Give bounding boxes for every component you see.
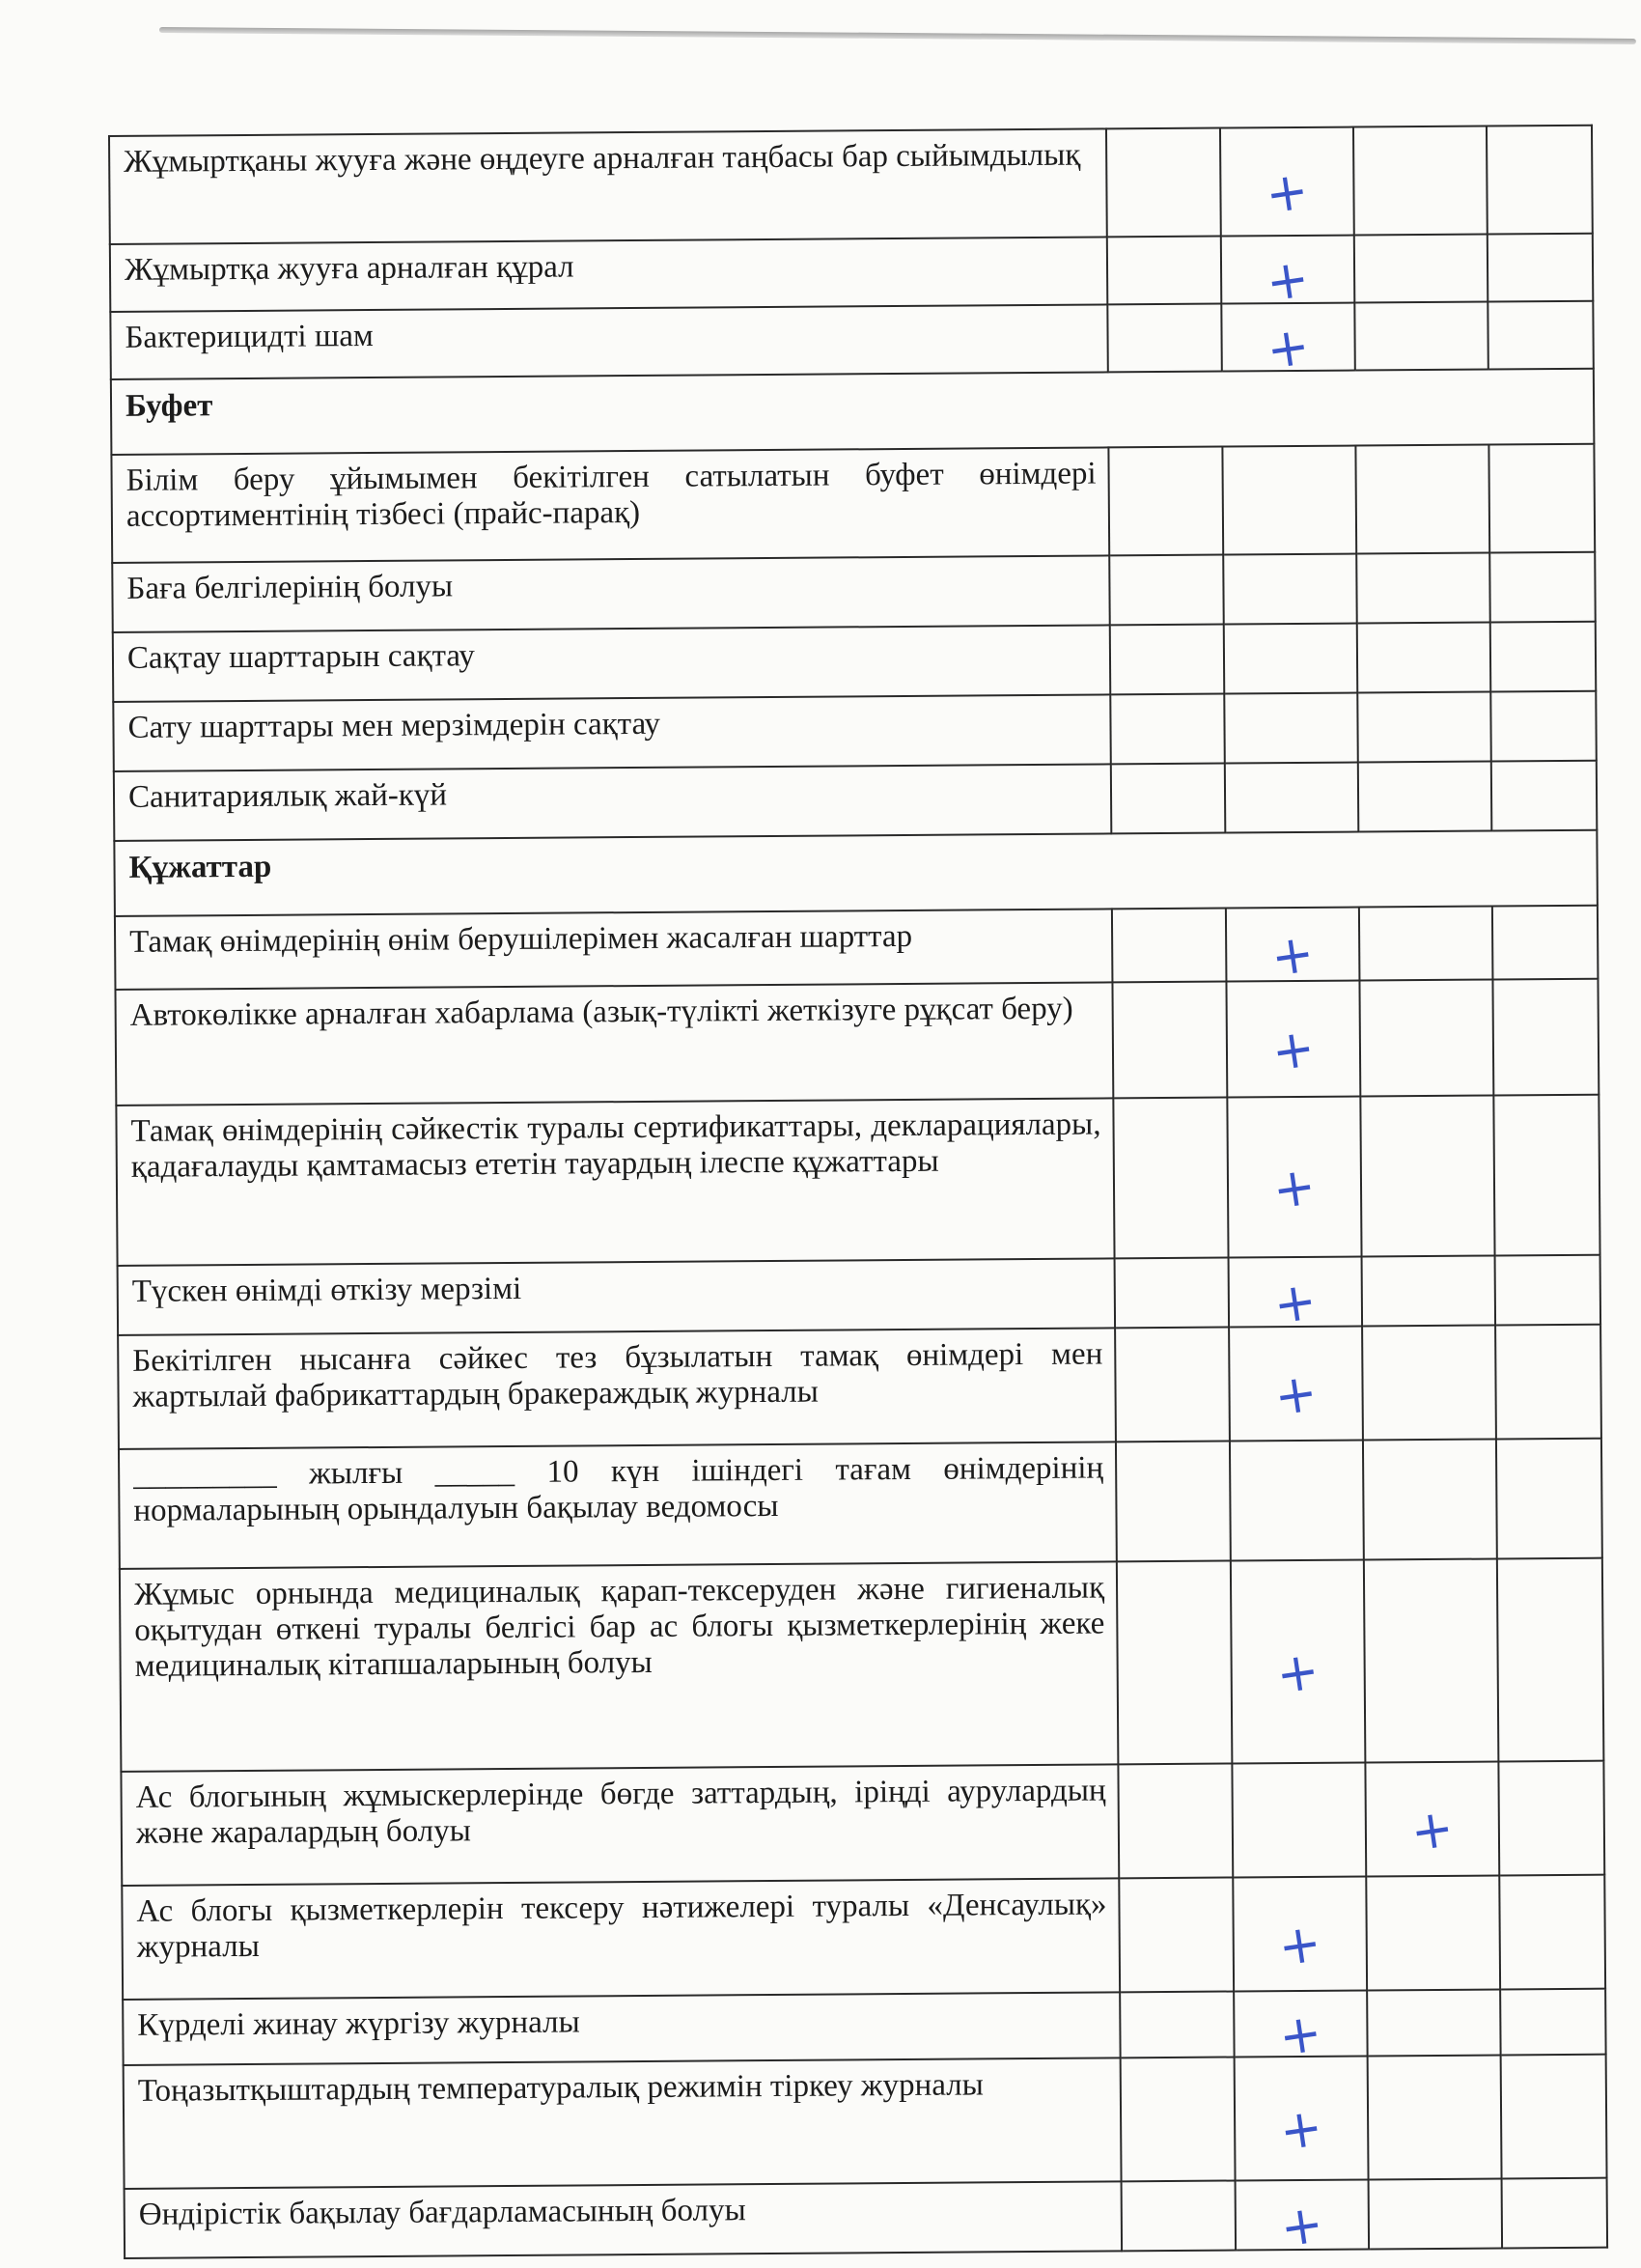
handwritten-plus-mark: + bbox=[1270, 1361, 1321, 1429]
mark-cell-1 bbox=[1117, 1561, 1233, 1765]
mark-cell-3 bbox=[1363, 1439, 1497, 1559]
mark-cell-4 bbox=[1495, 1255, 1601, 1326]
checklist-table bbox=[108, 125, 1608, 2259]
table-row bbox=[111, 444, 1595, 563]
mark-cell-3 bbox=[1359, 980, 1493, 1097]
item-label: Тамақ өнімдерінің сәйкестік туралы сертификаттары, декларациялары, қадағалауды қамтамасыз ететін тауардың ілеспе құжаттары bbox=[116, 1098, 1114, 1266]
item-label: Жұмыртқаны жууға және өңдеуге арналған таңбасы бар сыйымдылық bbox=[109, 128, 1107, 244]
mark-cell-3 bbox=[1367, 1989, 1500, 2056]
table-row bbox=[118, 1255, 1600, 1335]
mark-cell-1 bbox=[1121, 2058, 1236, 2182]
mark-cell-4 bbox=[1501, 2055, 1607, 2179]
item-label: Баға белгілерінің болуы bbox=[112, 555, 1110, 632]
mark-cell-4 bbox=[1488, 301, 1594, 370]
mark-cell-1 bbox=[1112, 909, 1227, 983]
item-label: Күрделі жинау жүргізу журналы bbox=[123, 1992, 1120, 2065]
item-label: Бекітілген нысанға сәйкес тез бұзылатын тамақ өнімдері мен жартылай фабрикаттардың бракераждық журналы bbox=[118, 1328, 1116, 1449]
mark-cell-1 bbox=[1107, 304, 1222, 373]
item-label: Сақтау шарттарын сақтау bbox=[113, 625, 1111, 702]
table-row bbox=[125, 2178, 1607, 2258]
item-label: Сату шарттары мен мерзімдерін сақтау bbox=[113, 694, 1111, 771]
table-row bbox=[115, 906, 1599, 990]
mark-cell-2 bbox=[1226, 981, 1360, 1098]
mark-cell-4 bbox=[1491, 761, 1598, 831]
mark-cell-2 bbox=[1221, 236, 1355, 315]
mark-cell-2 bbox=[1230, 1441, 1364, 1561]
mark-cell-3 bbox=[1358, 762, 1492, 832]
table-row bbox=[118, 1325, 1601, 1449]
mark-cell-1 bbox=[1120, 1992, 1234, 2058]
mark-cell-2 bbox=[1234, 1990, 1367, 2069]
mark-cell-3 bbox=[1354, 302, 1488, 371]
item-label: Санитариялық жай-күй bbox=[114, 764, 1112, 841]
handwritten-plus-mark: + bbox=[1263, 315, 1314, 382]
scan-edge-line bbox=[159, 27, 1636, 44]
table-row bbox=[122, 1875, 1605, 2000]
mark-cell-3 bbox=[1362, 1325, 1496, 1440]
item-label: Білім беру ұйымымен бекітілген сатылатын буфет өнімдері ассортиментінің тізбесі (прайс-парақ) bbox=[111, 447, 1109, 563]
mark-cell-4 bbox=[1497, 1558, 1604, 1762]
item-label: _________ жылғы _____ 10 күн ішіндегі тағам өнімдерінің нормаларының орындалуын бақылау ведомосы bbox=[119, 1442, 1117, 1569]
handwritten-plus-mark: + bbox=[1272, 1639, 1323, 1707]
table-row bbox=[113, 691, 1596, 771]
checklist-body bbox=[109, 126, 1607, 2258]
handwritten-plus-mark: + bbox=[1275, 2002, 1326, 2069]
item-label: Жұмыртқа жууға арналған құрал bbox=[110, 237, 1107, 312]
mark-cell-4 bbox=[1487, 126, 1593, 235]
mark-cell-4 bbox=[1492, 979, 1599, 1096]
table-row bbox=[116, 1095, 1599, 1266]
mark-cell-4 bbox=[1490, 622, 1597, 692]
mark-cell-4 bbox=[1493, 1095, 1599, 1256]
mark-cell-2 bbox=[1236, 2179, 1370, 2260]
mark-cell-3 bbox=[1369, 2178, 1503, 2249]
mark-cell-3 bbox=[1360, 1096, 1494, 1257]
mark-cell-2 bbox=[1222, 446, 1356, 555]
mark-cell-2 bbox=[1229, 1257, 1363, 1337]
section-row bbox=[111, 369, 1595, 455]
table-row bbox=[109, 126, 1593, 244]
mark-cell-1 bbox=[1116, 1442, 1231, 1562]
table-row bbox=[110, 301, 1593, 379]
mark-cell-1 bbox=[1122, 2180, 1237, 2251]
mark-cell-2 bbox=[1232, 1762, 1366, 1877]
item-label: Түскен өнімді өткізу мерзімі bbox=[118, 1258, 1116, 1335]
table-row bbox=[115, 979, 1599, 1106]
table-row bbox=[119, 1439, 1602, 1569]
handwritten-plus-mark: + bbox=[1406, 1797, 1459, 1864]
handwritten-plus-mark: + bbox=[1276, 2096, 1327, 2164]
mark-cell-1 bbox=[1106, 128, 1221, 238]
item-label: Жұмыс орнында медициналық қарап-тексеруден және гигиеналық оқытудан өткені туралы белгісі бар ас блогы қызметкерлерінің жеке медициналық кітапшаларының болуы bbox=[120, 1561, 1119, 1772]
handwritten-plus-mark: + bbox=[1262, 159, 1313, 227]
mark-cell-3 bbox=[1353, 126, 1488, 236]
mark-cell-4 bbox=[1502, 2178, 1608, 2249]
table-row bbox=[110, 234, 1593, 312]
table-row bbox=[114, 761, 1597, 841]
table-row bbox=[121, 1761, 1604, 1886]
mark-cell-1 bbox=[1108, 447, 1223, 556]
mark-cell-2 bbox=[1229, 1327, 1363, 1442]
mark-cell-2 bbox=[1224, 624, 1358, 694]
mark-cell-1 bbox=[1111, 764, 1226, 834]
mark-cell-3 bbox=[1357, 623, 1491, 693]
handwritten-plus-mark: + bbox=[1268, 1155, 1321, 1222]
mark-cell-2 bbox=[1220, 127, 1354, 237]
mark-cell-1 bbox=[1115, 1258, 1230, 1329]
table-row bbox=[124, 2055, 1607, 2189]
section-row bbox=[114, 830, 1598, 916]
mark-cell-1 bbox=[1110, 694, 1225, 765]
item-label: Өндірістік бақылау бағдарламасының болуы bbox=[125, 2181, 1123, 2258]
checklist-sheet bbox=[108, 125, 1606, 2260]
mark-cell-1 bbox=[1107, 237, 1222, 305]
handwritten-plus-mark: + bbox=[1262, 247, 1314, 315]
table-row bbox=[113, 622, 1596, 702]
mark-cell-3 bbox=[1365, 1761, 1499, 1876]
table-row bbox=[120, 1558, 1603, 1772]
mark-cell-2 bbox=[1227, 1097, 1361, 1258]
mark-cell-4 bbox=[1496, 1439, 1602, 1559]
item-label: Ас блогы қызметкерлерін тексеру нәтижелері туралы «Денсаулық» журналы bbox=[122, 1878, 1120, 2000]
section-title: Құжаттар bbox=[114, 830, 1598, 916]
table-row bbox=[123, 1989, 1605, 2065]
mark-cell-4 bbox=[1488, 444, 1595, 553]
section-title: Буфет bbox=[111, 369, 1595, 455]
mark-cell-4 bbox=[1499, 1875, 1605, 1990]
mark-cell-2 bbox=[1235, 2056, 1369, 2180]
handwritten-plus-mark: + bbox=[1267, 922, 1319, 990]
handwritten-plus-mark: + bbox=[1274, 1912, 1325, 1979]
mark-cell-2 bbox=[1233, 1876, 1367, 1991]
item-label: Тоңазытқыштардың температуралық режимін тіркеу журналы bbox=[124, 2058, 1122, 2189]
item-label: Ас блогының жұмыскерлерінде бөгде заттардың, іріңді аурулардың және жаралардың болуы bbox=[121, 1764, 1119, 1886]
mark-cell-3 bbox=[1366, 1875, 1500, 1990]
mark-cell-4 bbox=[1489, 552, 1596, 623]
item-label: Тамақ өнімдерінің өнім берушілерімен жасалған шарттар bbox=[115, 909, 1113, 990]
mark-cell-3 bbox=[1368, 2055, 1502, 2179]
mark-cell-2 bbox=[1224, 693, 1358, 764]
mark-cell-1 bbox=[1110, 625, 1225, 695]
mark-cell-2 bbox=[1226, 908, 1360, 990]
item-label: Автокөлікке арналған хабарлама (азық-түлікті жеткізуге рұқсат беру) bbox=[115, 982, 1113, 1106]
mark-cell-2 bbox=[1223, 554, 1357, 625]
mark-cell-3 bbox=[1364, 1558, 1499, 1762]
mark-cell-4 bbox=[1488, 234, 1594, 302]
table-row bbox=[112, 552, 1595, 632]
mark-cell-3 bbox=[1354, 235, 1488, 303]
item-label: Бактерицидті шам bbox=[110, 304, 1107, 379]
mark-cell-1 bbox=[1115, 1328, 1230, 1442]
mark-cell-1 bbox=[1119, 1878, 1234, 1993]
mark-cell-4 bbox=[1490, 691, 1597, 762]
handwritten-plus-mark: + bbox=[1269, 1270, 1321, 1337]
mark-cell-4 bbox=[1500, 1989, 1605, 2056]
mark-cell-1 bbox=[1109, 555, 1224, 626]
handwritten-plus-mark: + bbox=[1267, 1017, 1320, 1084]
mark-cell-4 bbox=[1498, 1761, 1604, 1876]
mark-cell-3 bbox=[1356, 553, 1490, 624]
mark-cell-3 bbox=[1357, 692, 1491, 763]
mark-cell-3 bbox=[1355, 445, 1489, 554]
mark-cell-1 bbox=[1118, 1764, 1233, 1879]
mark-cell-4 bbox=[1495, 1325, 1601, 1440]
mark-cell-2 bbox=[1231, 1560, 1366, 1764]
mark-cell-1 bbox=[1113, 1098, 1228, 1259]
mark-cell-1 bbox=[1112, 982, 1227, 1099]
mark-cell-4 bbox=[1492, 906, 1599, 980]
mark-cell-2 bbox=[1221, 303, 1355, 382]
handwritten-plus-mark: + bbox=[1276, 2193, 1328, 2260]
mark-cell-3 bbox=[1362, 1256, 1496, 1327]
mark-cell-2 bbox=[1225, 763, 1359, 833]
mark-cell-3 bbox=[1359, 907, 1493, 981]
